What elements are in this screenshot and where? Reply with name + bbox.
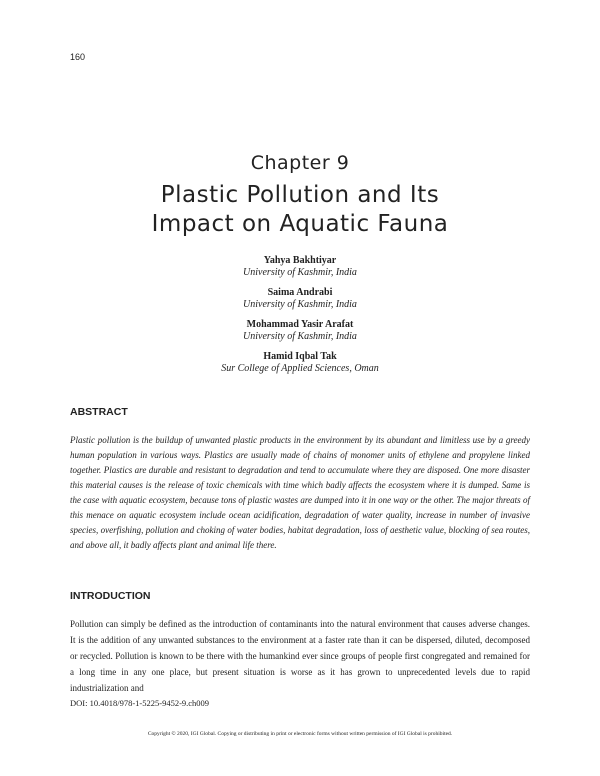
chapter-title-line-1: Plastic Pollution and Its [160, 182, 440, 208]
introduction-text: Pollution can simply be defined as the introduction of contaminants into the natural environment that causes adverse changes. It is the addition of any unwanted substances to the environment at a faster rate than it can be dispersed, diluted, decomposed or recycled. Pollution is known to be there with the humankind ever since groups of people first congregated and remained for a long time in any one place, but present situation is worse as it has grown to unprecedented levels due to rapid industrialization and [70, 619, 530, 693]
chapter-label: Chapter 9 [250, 152, 350, 174]
abstract-text: Plastic pollution is the buildup of unwanted plastic products in the environment by its abundant and limitless use by a greedy human population in various ways. Plastics are usually made of chains of monomer units of ethylene and propylene linked together. Plastics are durable and resistant to degradation and tend to accumulate where they are disposed. One more disaster this material causes is the release of toxic chemicals with time which badly affects the ecosystem where it is dumped. Same is the case with aquatic ecosystem, because tons of plastic wastes are dumped into it in one way or the other. The major threats of this menace on aquatic ecosystem include ocean acidification, degradation of water quality, increase in number of invasive species, overfishing, pollution and choking of water bodies, habitat degradation, loss of aesthetic value, blocking of sea routes, and above all, it badly affects plant and animal life there. [70, 435, 530, 550]
page-number: 160 [70, 52, 86, 62]
author-affiliation: University of Kashmir, India [243, 299, 357, 310]
author-affiliation: University of Kashmir, India [243, 267, 357, 278]
author-name: Saima Andrabi [267, 287, 333, 298]
author-block [0, 351, 600, 375]
chapter-title-line-2: Impact on Aquatic Fauna [151, 211, 449, 237]
author-name: Mohammad Yasir Arafat [246, 319, 354, 330]
author-block [0, 319, 600, 343]
author-list [0, 255, 600, 383]
author-affiliation: University of Kashmir, India [243, 331, 357, 342]
chapter-title [0, 181, 600, 239]
introduction-heading: INTRODUCTION [70, 590, 151, 602]
author-affiliation: Sur College of Applied Sciences, Oman [221, 363, 379, 374]
author-name: Yahya Bakhtiyar [263, 255, 337, 266]
copyright-notice: Copyright © 2020, IGI Global. Copying or distributing in print or electronic forms without written permission of IGI Global is prohibited. [147, 731, 453, 737]
author-name: Hamid Iqbal Tak [263, 351, 337, 362]
doi: DOI: 10.4018/978-1-5225-9452-9.ch009 [70, 698, 210, 708]
author-block [0, 287, 600, 311]
author-block [0, 255, 600, 279]
abstract-heading: ABSTRACT [70, 406, 128, 418]
